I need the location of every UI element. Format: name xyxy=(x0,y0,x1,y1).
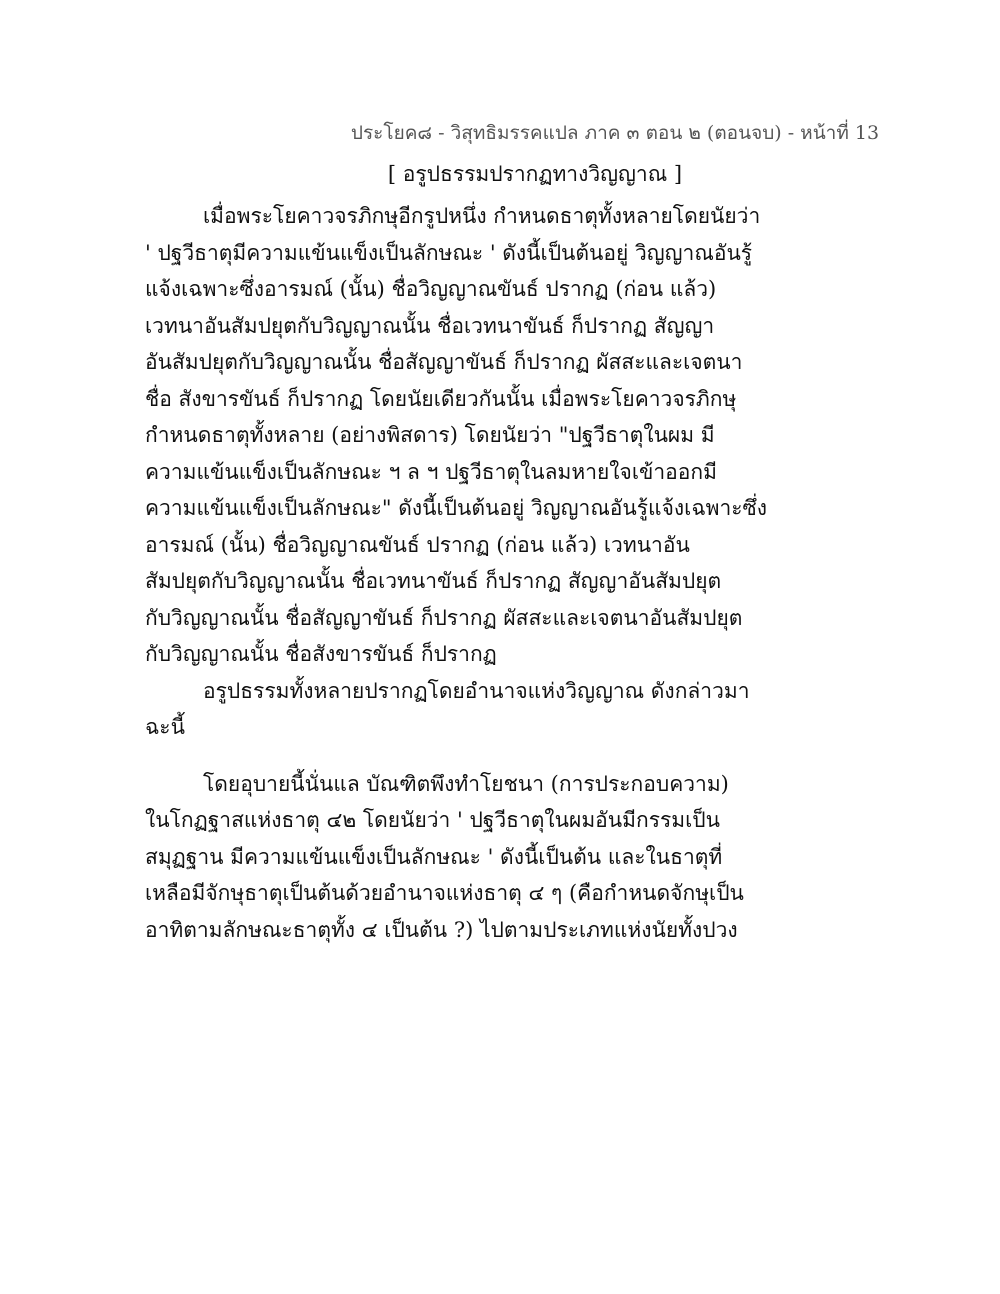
text-line: แจ้งเฉพาะซึ่งอารมณ์ (นั้น) ชื่อวิญญาณขันธ์ ปรากฏ (ก่อน แล้ว) xyxy=(145,277,717,301)
text-line: ในโกฏฐาสแห่งธาตุ ๔๒ โดยนัยว่า ' ปฐวีธาตุในผมอันมีกรรมเป็น xyxy=(145,808,720,832)
paragraph-gap xyxy=(145,746,785,766)
running-header xyxy=(0,118,1000,148)
text-line: ฉะนี้ xyxy=(145,715,185,739)
text-line: ' ปฐวีธาตุมีความแข้นแข็งเป็นลักษณะ ' ดังนี้เป็นต้นอยู่ วิญญาณอันรู้ xyxy=(145,240,753,265)
text-line: กับวิญญาณนั้น ชื่อสัญญาขันธ์ ก็ปรากฏ ผัสสะและเจตนาอันสัมปยุต xyxy=(145,605,743,630)
text-line: เหลือมีจักษุธาตุเป็นต้นด้วยอำนาจแห่งธาตุ ๔ ๆ (คือกำหนดจักษุเป็น xyxy=(145,881,744,905)
paragraph xyxy=(145,673,785,746)
text-line: เมื่อพระโยคาวจรภิกษุอีกรูปหนึ่ง กำหนดธาตุทั้งหลายโดยนัยว่า xyxy=(203,204,761,228)
text-line: สมุฏฐาน มีความแข้นแข็งเป็นลักษณะ ' ดังนี้เป็นต้น และในธาตุที่ xyxy=(145,844,723,869)
paragraph xyxy=(145,766,785,949)
text-line: โดยอุบายนี้นั่นแล บัณฑิตพึงทำโยชนา (การประกอบความ) xyxy=(203,771,729,796)
text-line: อรูปธรรมทั้งหลายปรากฏโดยอำนาจแห่งวิญญาณ ดังกล่าวมา xyxy=(203,678,750,703)
section-heading xyxy=(0,158,1000,191)
paragraph xyxy=(145,198,785,673)
text-line: เวทนาอันสัมปยุตกับวิญญาณนั้น ชื่อเวทนาขันธ์ ก็ปรากฏ สัญญา xyxy=(145,313,715,338)
text-line: อารมณ์ (นั้น) ชื่อวิญญาณขันธ์ ปรากฏ (ก่อน แล้ว) เวทนาอัน xyxy=(145,532,690,557)
text-line: ความแข้นแข็งเป็นลักษณะ ฯ ล ฯ ปฐวีธาตุในลมหายใจเข้าออกมี xyxy=(145,459,717,484)
running-header-text: ประโยค๘ - วิสุทธิมรรคแปล ภาค ๓ ตอน ๒ (ตอนจบ) - หน้าที่ 13 xyxy=(350,122,880,144)
text-line: อาทิตามลักษณะธาตุทั้ง ๔ เป็นต้น ?) ไปตามประเภทแห่งนัยทั้งปวง xyxy=(145,917,738,942)
text-line: อันสัมปยุตกับวิญญาณนั้น ชื่อสัญญาขันธ์ ก็ปรากฏ ผัสสะและเจตนา xyxy=(145,350,743,374)
body-text xyxy=(145,198,785,948)
text-line: สัมปยุตกับวิญญาณนั้น ชื่อเวทนาขันธ์ ก็ปรากฏ สัญญาอันสัมปยุต xyxy=(145,569,722,593)
text-line: กับวิญญาณนั้น ชื่อสังขารขันธ์ ก็ปรากฏ xyxy=(145,642,497,666)
text-line: ชื่อ สังขารขันธ์ ก็ปรากฏ โดยนัยเดียวกันนั้น เมื่อพระโยคาวจรภิกษุ xyxy=(145,386,737,411)
section-heading-text: [ อรูปธรรมปรากฏทางวิญญาณ ] xyxy=(387,162,683,186)
text-line: กำหนดธาตุทั้งหลาย (อย่างพิสดาร) โดยนัยว่า "ปฐวีธาตุในผม มี xyxy=(145,423,715,447)
text-line: ความแข้นแข็งเป็นลักษณะ" ดังนี้เป็นต้นอยู่ วิญญาณอันรู้แจ้งเฉพาะซึ่ง xyxy=(145,496,768,520)
